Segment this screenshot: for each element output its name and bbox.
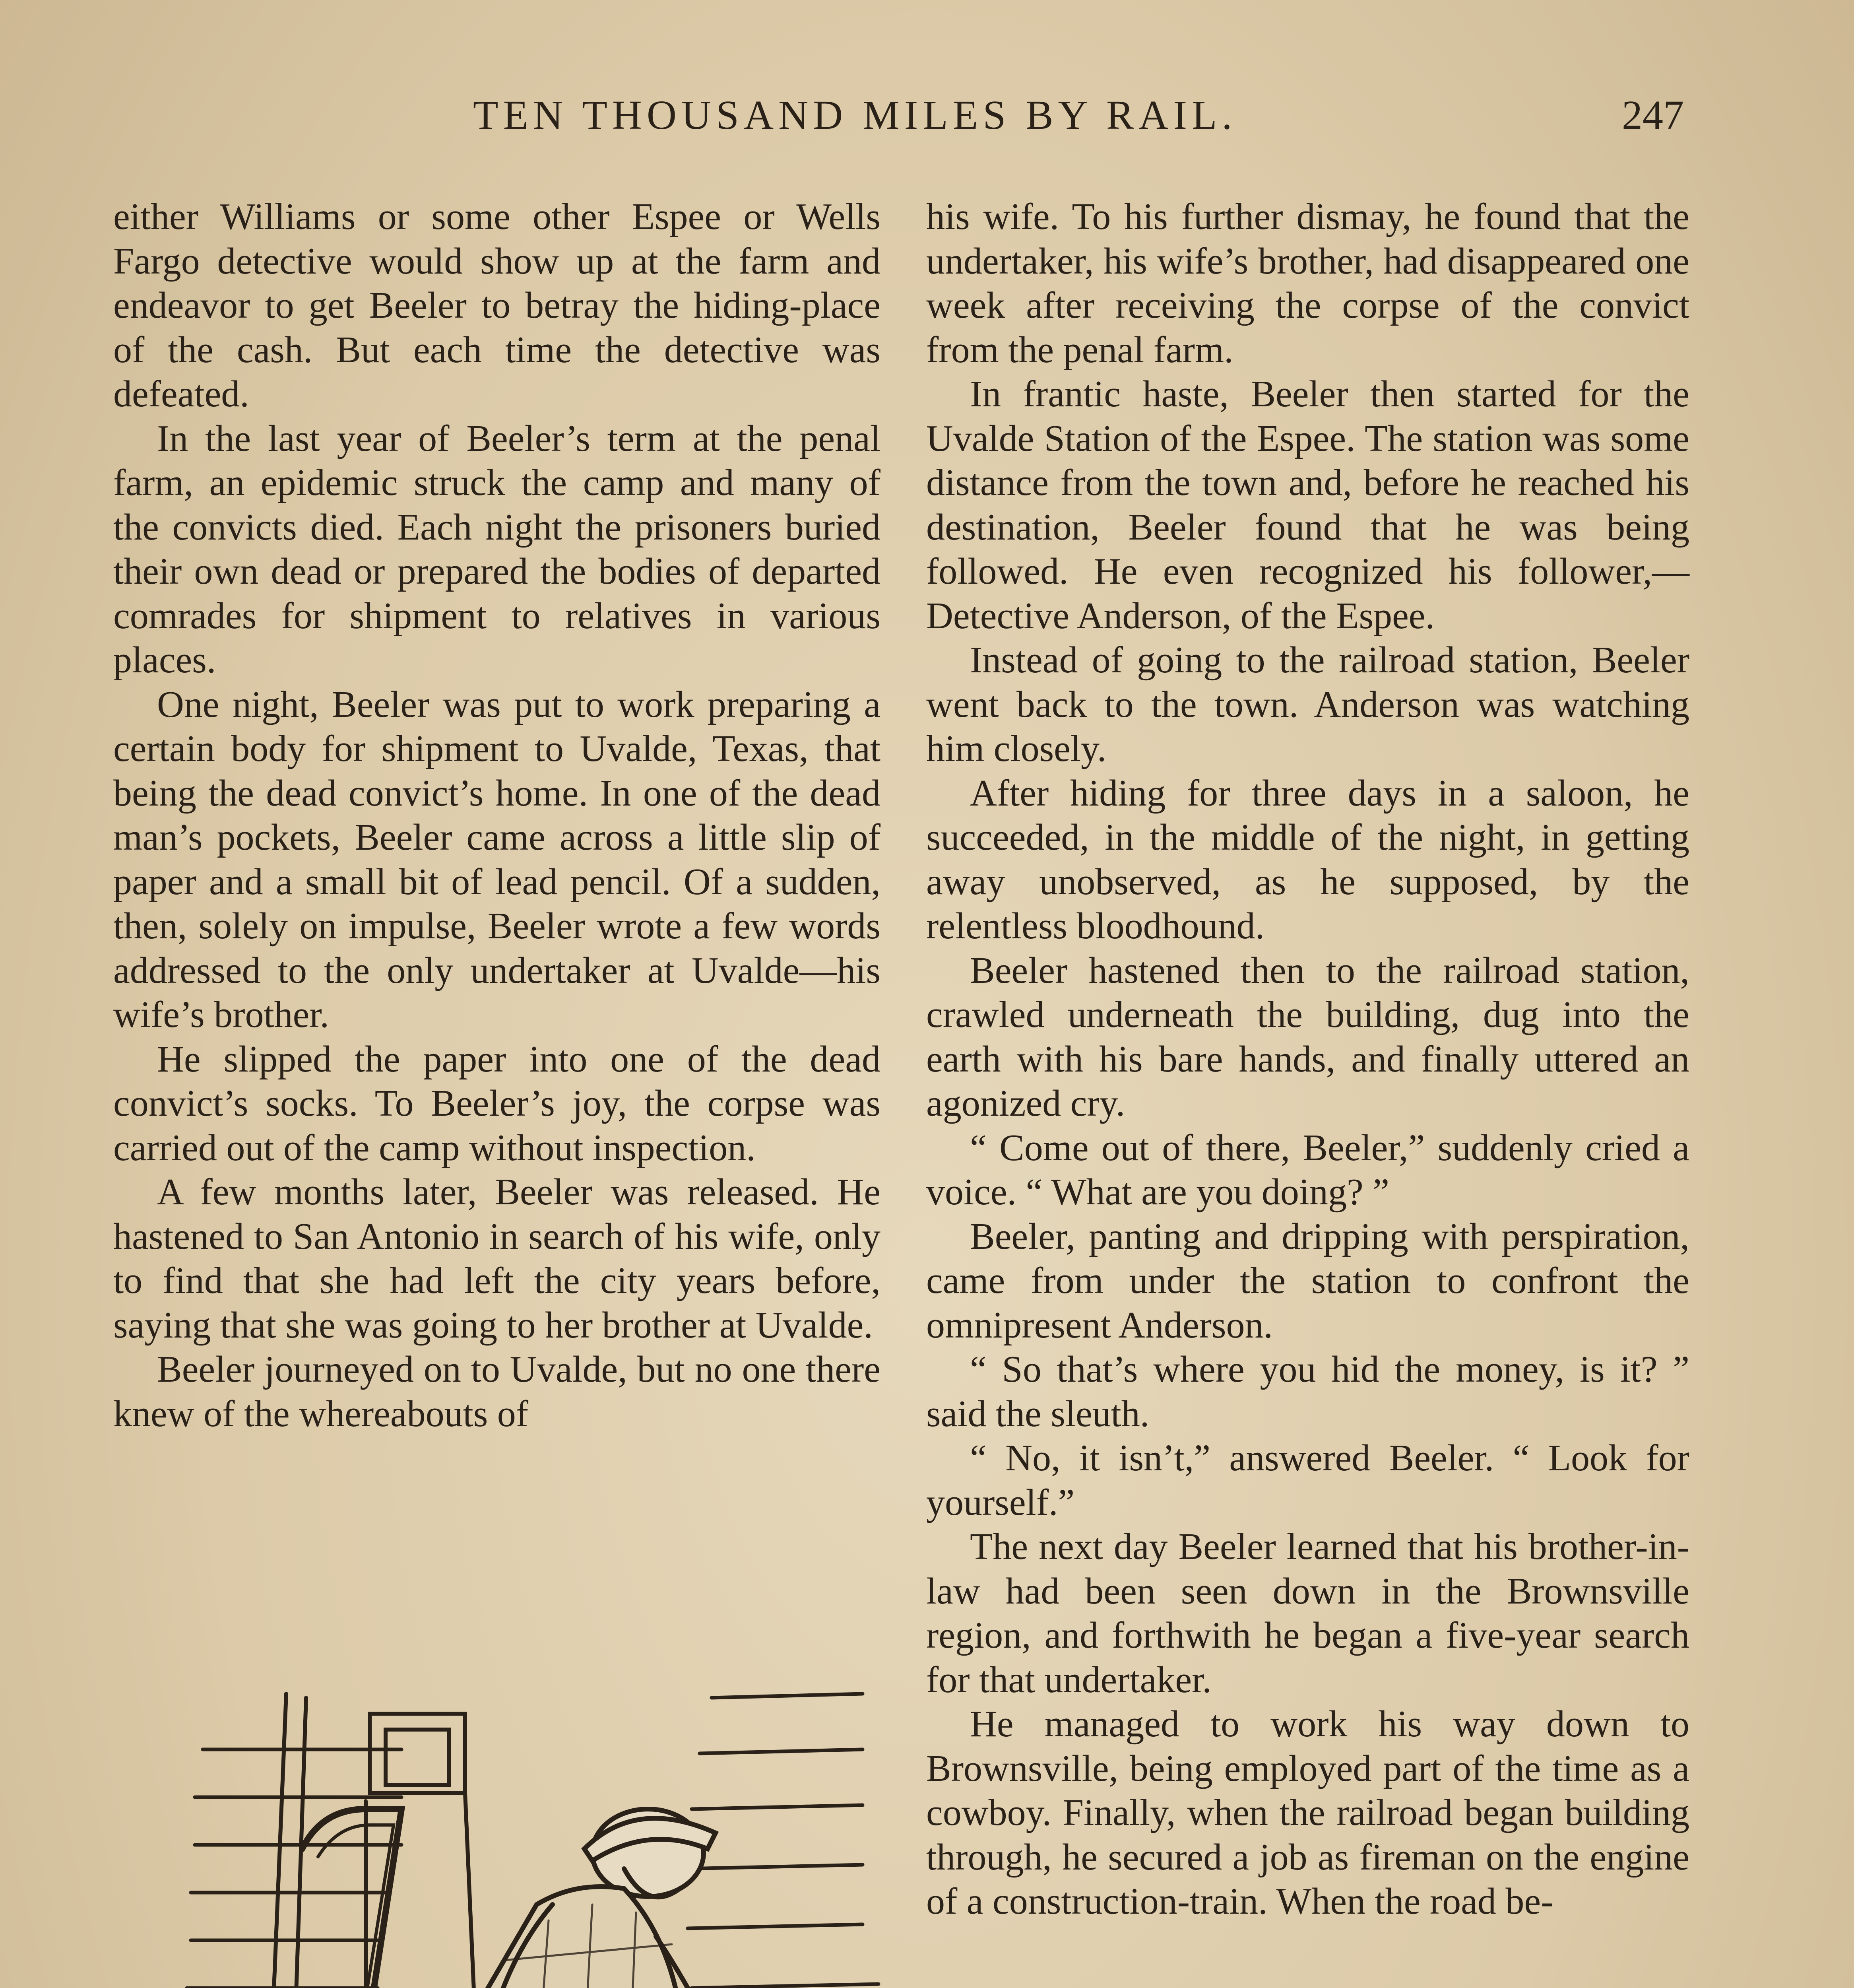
paragraph: “ No, it isn’t,” answered Beeler. “ Look for yourself.” bbox=[926, 1437, 1689, 1523]
paragraph: One night, Beeler was put to work preparing a certain body for shipment to Uvalde, Texas, that being the dead convict’s home. In one of the dead man’s pockets, Beeler came across a little slip of paper and a small bit of lead pencil. Of a sudden, then, solely on impulse, Beeler wrote a few words addressed to the only undertaker at Uvalde—his wife’s brother. bbox=[113, 683, 880, 1035]
paragraph: A few months later, Beeler was released. He hastened to San Antonio in search of his wife, only to find that she had left the city years before, saying that she was going to her brother at Uvalde. bbox=[113, 1171, 880, 1346]
page-number: 247 bbox=[1622, 92, 1684, 138]
paragraph: “ Come out of there, Beeler,” suddenly cried a voice. “ What are you doing? ” bbox=[926, 1127, 1689, 1213]
paragraph: He slipped the paper into one of the dead convict’s socks. To Beeler’s joy, the corpse was carried out of the camp without inspection. bbox=[113, 1038, 880, 1169]
paragraph: his wife. To his further dismay, he found that the undertaker, his wife’s brother, had disappeared one week after receiving the corpse of the convict from the penal farm. bbox=[926, 196, 1689, 371]
paragraph: “ So that’s where you hid the money, is it? ” said the sleuth. bbox=[926, 1349, 1689, 1435]
running-head: TEN THOUSAND MILES BY RAIL. bbox=[473, 92, 1237, 138]
paragraph: In the last year of Beeler’s term at the penal farm, an epidemic struck the camp and many of the convicts died. Each night the prisoners buried their own dead or prepared the bodies of departed comrades for shipment to relatives in various places. bbox=[113, 417, 880, 681]
paragraph: The next day Beeler learned that his brother-in-law had been seen down in the Brownsville region, and forthwith he began a five-year search for that undertaker. bbox=[926, 1526, 1689, 1701]
paragraph: In frantic haste, Beeler then started for the Uvalde Station of the Espee. The station was some distance from the town and, before he reached his destination, Beeler found that he was being followed. He even recognized his follower,—Detective Anderson, of the Espee. bbox=[926, 373, 1689, 637]
paragraph: Beeler journeyed on to Uvalde, but no one there knew of the whereabouts of bbox=[113, 1349, 880, 1435]
paragraph: either Williams or some other Espee or Wells Fargo detective would show up at the farm and endeavor to get Beeler to betray the hiding-place of the cash. But each time the detective was defeated. bbox=[113, 196, 880, 415]
paragraph: He managed to work his way down to Brownsville, being employed part of the time as a cowboy. Finally, when the railroad began building through, he secured a job as fireman on the engine of a construction-train. When the road be- bbox=[926, 1703, 1689, 1922]
paragraph: Beeler, panting and dripping with perspiration, came from under the station to confront the omnipresent Anderson. bbox=[926, 1215, 1689, 1346]
right-text-column bbox=[926, 195, 1689, 1924]
paragraph: After hiding for three days in a saloon, he succeeded, in the middle of the night, in getting away unobserved, as he supposed, by the relentless bloodhound. bbox=[926, 772, 1689, 947]
illustration bbox=[179, 1682, 1681, 1988]
paragraph: Beeler hastened then to the railroad station, crawled underneath the building, dug into the earth with his bare hands, and finally uttered an agonized cry. bbox=[926, 949, 1689, 1124]
left-text-column bbox=[113, 195, 880, 1436]
paragraph: Instead of going to the railroad station, Beeler went back to the town. Anderson was watching him closely. bbox=[926, 639, 1689, 769]
